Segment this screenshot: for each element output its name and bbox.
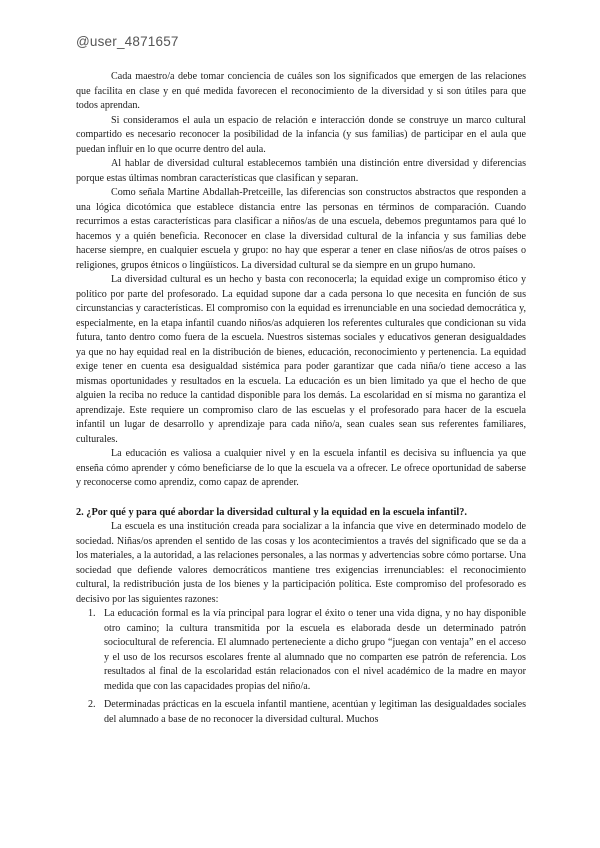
- list-item-text: Determinadas prácticas en la escuela infantil mantiene, acentúan y legitiman las desigualdades sociales del alumnado a base de no reconocer la diversidad cultural. Muchos: [104, 699, 526, 725]
- list-number: 2.: [88, 699, 96, 710]
- paragraph: Como señala Martine Abdallah-Pretceille, las diferencias son constructos abstractos que responden a una lógica dicotómica que establece distancia entre las personas en términos de comparación. Cuando recurrimos a estas características para clasificar a niños/as de una escuela, debemos preguntamos para qué lo hacemos y a quién beneficia. Reconocer en clase la diversidad cultural de la infancia y sus familias debe hacerse siempre, en cualquier escuela y grupo: no hay que esperar a tener en clase niños/as de otros países o religiones, grupos étnicos o lingüísticos. La diversidad cultural se da siempre en un grupo humano.: [76, 187, 526, 271]
- username-watermark: @user_4871657: [76, 34, 179, 49]
- reasons-list: [76, 607, 526, 727]
- paragraph: Cada maestro/a debe tomar conciencia de cuáles son los significados que emergen de las relaciones que facilita en clase y en qué medida favorecen el reconocimiento de la diversidad y si son útiles para que todos aprendan.: [76, 71, 526, 111]
- paragraph: Si consideramos el aula un espacio de relación e interacción donde se construye un marco cultural compartido es necesario reconocer la posibilidad de la infancia (y sus familias) de participar en el aula que puedan influir en lo que ocurre dentro del aula.: [76, 114, 526, 155]
- list-item-text: La educación formal es la vía principal para lograr el éxito o tener una vida digna, y no hay disponible otro camino; la cultura transmitida por la escuela es elaborada desde un determinado patrón sociocultural de referencia. El alumnado perteneciente a dicho grupo “juegan con ventaja” en el acceso y el uso de los recursos escolares frente al alumnado que no comparten ese patrón de referencia. Los resultados al final de la escolaridad están relacionados con el nivel académico de la madre en mayor medida que con las capacidades propias del niño/a.: [104, 608, 526, 692]
- list-item: [76, 698, 526, 727]
- paragraph: Al hablar de diversidad cultural establecemos también una distinción entre diversidad y diferencias porque estas últimas nombran características que clasifican y separan.: [76, 158, 526, 184]
- paragraph: La diversidad cultural es un hecho y basta con reconocerla; la equidad exige un compromiso ético y político por parte del profesorado. La equidad supone dar a cada persona lo que necesita en función de sus circunstancias y características. El compromiso con la equidad es irrenunciable en una sociedad democrática y, especialmente, en la etapa infantil cuando niños/as adquieren los referentes culturales que condicionan su vida futura, tanto dentro como fuera de la escuela. Nuestros sistemas sociales y educativos generan desigualdades ya que no hay equidad real en la distribución de bienes, educación, reconocimiento y pertenencia. La equidad exige tener en cuenta esa desigualdad sistémica para poder garantizar que cada niña/o tiene acceso a las mismas oportunidades y resultados en la escuela. La educación es un bien limitado ya que el hecho de que alguien la reciba no reduce la cantidad disponible para los demás. La escolaridad en sí misma no garantiza el aprendizaje. Este requiere un compromiso claro de las escuelas y el profesorado para hacer de la escuela infantil un lugar de desarrollo y aprendizaje para cada niño/a, sean cuales sean sus referentes familiares, culturales.: [76, 274, 526, 445]
- section-heading: 2. ¿Por qué y para qué abordar la diversidad cultural y la equidad en la escuela infantil?.: [76, 506, 467, 518]
- document-body: [76, 70, 526, 727]
- list-number: 1.: [88, 608, 96, 619]
- paragraph: La escuela es una institución creada para socializar a la infancia que vive en determinado modelo de sociedad. Niñas/os aprenden el sentido de las cosas y los acontecimientos a través del significado que se da a los materiales, a la autoridad, a las relaciones personales, a las normas y advertencias sobre cómo portarse. Una sociedad que defiende valores democráticos mantiene tres exigencias irrenunciables: el reconocimiento cultural, la redistribución justa de los bienes y la participación política. Este compromiso del profesorado es decisivo por las siguientes razones:: [76, 521, 526, 605]
- paragraph: La educación es valiosa a cualquier nivel y en la escuela infantil es decisiva su influencia ya que enseña cómo aprender y cómo beneficiarse de lo que la escuela va a ofrecer. Le ofrece oportunidad de saberse y reconocerse como aprendiz, como capaz de aprender.: [76, 448, 526, 488]
- list-item: [76, 607, 526, 694]
